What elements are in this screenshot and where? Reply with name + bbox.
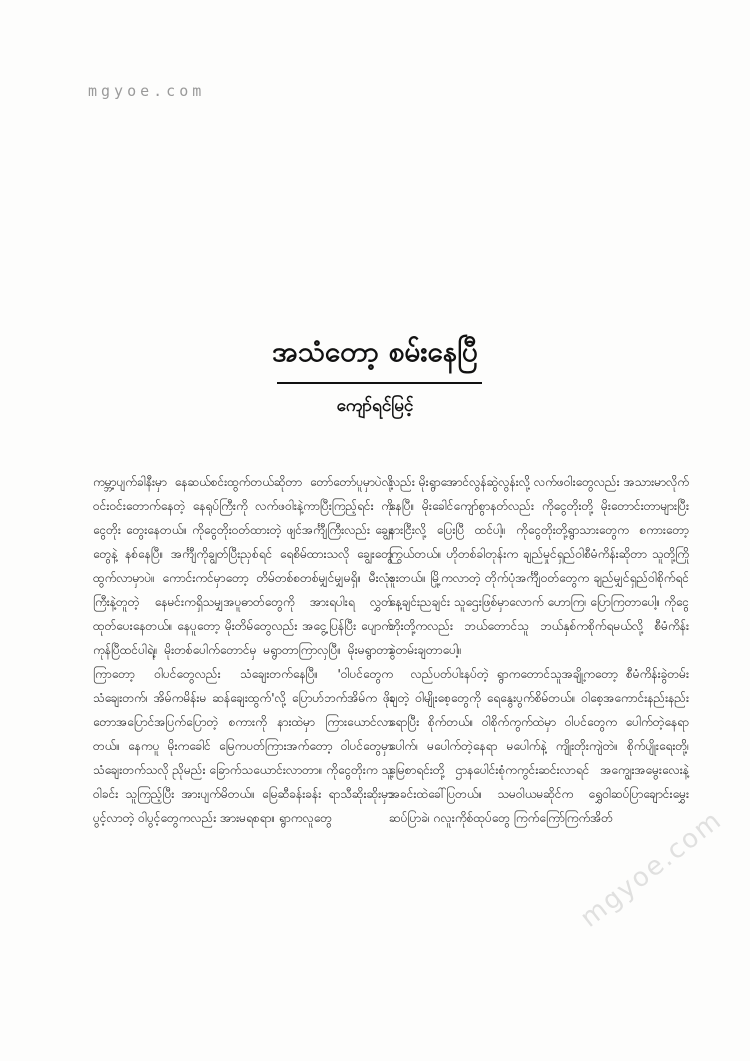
- article-title: အသံတော့ စမ်းနေပြီ: [272, 335, 478, 368]
- text-column-left: [93, 470, 393, 830]
- title-underline: [277, 382, 482, 384]
- paragraph: လည်ပတ်ပါးနပ်တဲ့ ရွာကတောင်သူအချို့ကတော့ စီမံကိန်းခွဲတမ်းချတဲ့ ဝါမျိုးစေ့တွေကို ရေနွေးပွက်စိမ်တယ်။ ဝါစေ့အကောင်းနည်းနည်းရောပြီး စိုက်တယ်။ ဝါစိုက်ကွက်ထဲမှာ ဝါပင်တွေက ပေါက်တဲ့နေရာပေါက်၊ မပေါက်တဲ့နေရာ မပေါက်နဲ့ ကျိုးတိုးကျဲတဲ။ စိုက်ပျိုးရေးတို့၊ မြေစာရင်းတို့ ဌာနပေါင်းစုံကကွင်းဆင်းလာရင် အကျွေးအမွေးလေးနဲ့ အခင်းထဲခေါ်ပြတယ်။ သမဝါယမဆိုင်က ရွှေဝါဆပ်ပြာချောင်းမွှေးဆပ်ပြာခဲ၊ ဂလူးကိုစ်ထုပ်တွေ ကြက်ကြော်ကြက်အိတ်: [389, 667, 689, 825]
- watermark-top: mgyoe.com: [88, 82, 206, 100]
- paragraph: လည်း မိုးရွာအောင်လွန်ဆွဲလွန်းလို့ လက်ဖဝါးတွေလည်း အသားမာလိုက်နေပြီ။ မိုးခေါင်ကျော်စွာနတ်လည်း ကိုငွေတိုးတို့ မိုးတောင်းတာများပြီး နားငြီးလို့ ပြေးပြီ ထင်ပါ့။ ကိုငွေတိုးတို့ရွာသားတွေက စကားတော့ ကြွယ်တယ်။ ဟိုတစ်ခါတုန်းက ချည်မှုင်ရှည်ဝါစီမံကိန်းဆိုတာ သူတို့ကြိုဖူးတယ်။ မြို့ကလာတဲ့ တိုက်ပုံအင်္ကျီဝတ်တွေက ချည်မျှင်ရှည်ဝါစိုက်ရင် နေ့ချင်းညချင်း သူဌေးဖြစ်မှာလောက် ဟောကြ၊ ပြောကြတာပေါ့။ ကိုငွေတိုးတို့ကလည်း ဘယ်တောင်သူ ဘယ်နှစ်ကစိုက်ရမယ်လို့ စီမံကိန်းခွဲတမ်းချတာပေါ့။: [389, 475, 689, 657]
- text-column-right: [389, 470, 689, 830]
- article-author: ကျော်ရင်မြင့်: [336, 396, 414, 416]
- watermark-diagonal: mgyoe.com: [575, 804, 729, 934]
- paragraph: ကမ္ဘာ့ပျက်ခါနီးမှာ နေဆယ်စင်းထွက်တယ်ဆိုတာ တော်တော်ပူမှာပဲလို့ ဝင်းဝင်းတောက်နေတဲ့ နေရုပ်ကြီးကို လက်ဖဝါးနဲ့ကာပြီးကြည့်ရင်း ကိုငွေတိုး တွေးနေတယ်။ ကိုငွေတိုးဝတ်ထားတဲ့ ဖျင်အင်္ကျီကြီးလည်း ချွေးတွေနဲ့ နစ်နေပြီ။ အင်္ကျီကိုချွတ်ပြီးညှစ်ရင် ရေစိမ်ထားသလို ချွေးတွေထွက်လာမှာပဲ။ ကောင်းကင်မှာတော့ တိမ်တစ်စတစ်မျှင်မျှမရှိ။ မီးလုံးကြီးနဲ့တူတဲ့ နေမင်းကရှိသမျှအပူဓာတ်တွေကို အားရပါးရ လွှတ်ထုတ်ပေးနေတယ်။ နေပူတော့ မိုးတိမ်တွေလည်း အငွေ့ပြန်ပြီး ပျောက်ကုန်ပြီထင်ပါရဲ့။ မိုးတစ်ပေါက်တောင်မှ မရွာတာကြာလှပြီ။ မိုးမရွာတာကြာတော့ ဝါပင်တွေလည်း သံချေးတက်နေပြီ။ 'ဝါပင်တွေက သံချေးတက်၊ အိမ်ကမိန်းမ ဆန်ချေးထွက်'လို့ ပြောဟ်ဘက်အိမ်က ဖိုးတောအပြောင်အပြက်ပြောတဲ့ စကားကို နားထဲမှာ ကြားယောင်လာတယ်။ နေကပူ မိုးကခေါင် မြေကပတ်ကြားအက်တော့ ဝါပင်တွေမှာ သံချေးတက်သလို ညိုမည်း ခြောက်သယောင်းလာတာ။ ကိုငွေတိုးက သူ့ဝါခင်း သူကြည့်ပြီး အားပျက်မိတယ်။ မြေဆီခန်းခန်း ရာသီဆိုးဆိုးမှာ ပွင့်လာတဲ့ ဝါပွင့်တွေကလည်း အားမရစရာ။ ရွာကလူတွေ: [93, 475, 393, 825]
